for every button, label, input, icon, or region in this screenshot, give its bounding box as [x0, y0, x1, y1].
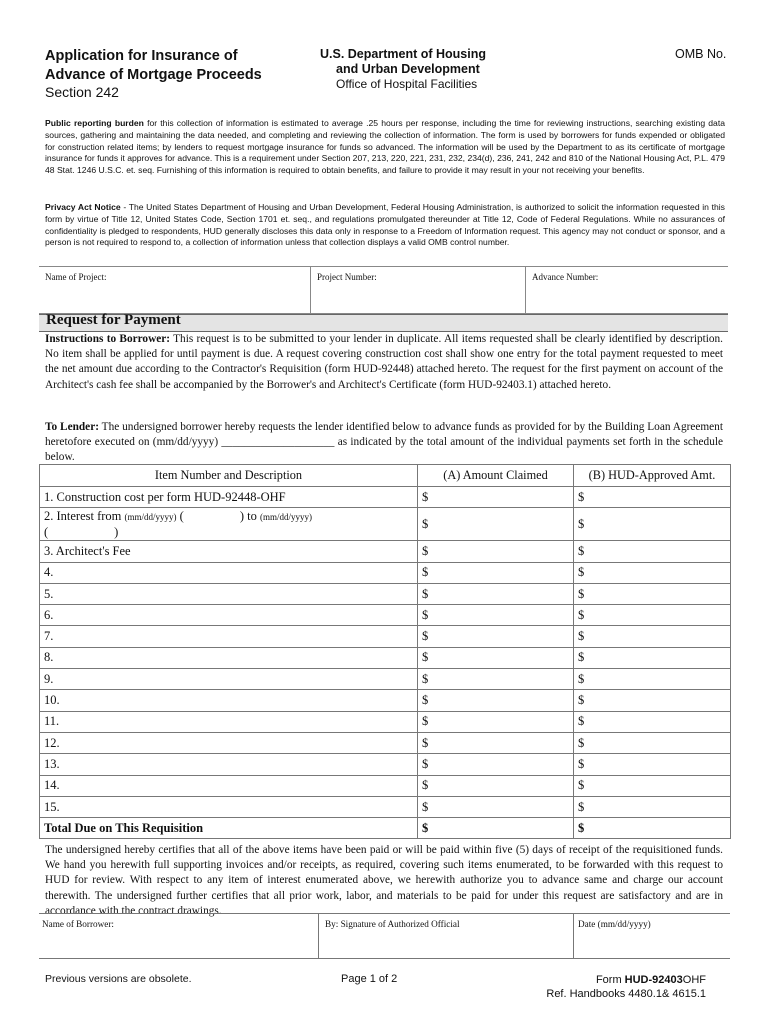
signature-row: [39, 913, 730, 959]
hud-approved-field[interactable]: $: [574, 626, 731, 647]
amount-claimed-field[interactable]: $: [418, 562, 574, 583]
item-description: 3. Architect's Fee: [40, 541, 418, 562]
table-row: [40, 647, 731, 668]
omb-number: OMB No.: [675, 47, 727, 61]
table-row: [40, 487, 731, 508]
hud-approved-field[interactable]: $: [574, 647, 731, 668]
section-label: Section 242: [45, 84, 119, 100]
amount-claimed-field[interactable]: $: [418, 754, 574, 775]
col-a-header: (A) Amount Claimed: [418, 465, 574, 487]
project-number-field[interactable]: Project Number:: [317, 272, 377, 282]
item-number[interactable]: 10.: [40, 690, 418, 711]
table-row: [40, 669, 731, 690]
table-row: [40, 711, 731, 732]
amount-claimed-field[interactable]: $: [418, 775, 574, 796]
table-header-row: [40, 465, 731, 487]
amount-claimed-field[interactable]: $: [418, 796, 574, 817]
total-claimed-field[interactable]: $: [418, 818, 574, 839]
burden-statement: Public reporting burden for this collection of information is estimated to average .25 hours per response, including the time for reviewing instructions, searching existing data sources, gathering and maintaining the data needed, and completing and reviewing the collection of information. The form is used by borrowers for funds expended or obligated for construction related items; by lenders to request mortgage insurance for funds so advanced. The information will be used by the Department to as its certificate of mortgage insurance for funds it approves for advance. This is a requirement under Section 207, 213, 220, 221, 231, 232, 234(d), 236, 241, 242 and 810 of the National Housing Act, P.L. 479 48 Stat. 1246 U.S.C. et. seq. Furnishing of this information is required to obtain benefits, and failure to provide it may result in your not receiving your benefits.: [45, 118, 725, 176]
office-name: Office of Hospital Facilities: [336, 77, 478, 91]
table-row: [40, 541, 731, 562]
hud-approved-field[interactable]: $: [574, 796, 731, 817]
payment-items-table: [39, 464, 731, 839]
item-number[interactable]: 4.: [40, 562, 418, 583]
amount-claimed-field[interactable]: $: [418, 647, 574, 668]
hud-approved-field[interactable]: $: [574, 669, 731, 690]
table-row: [40, 754, 731, 775]
hud-approved-field[interactable]: $: [574, 775, 731, 796]
hud-approved-field[interactable]: $: [574, 605, 731, 626]
project-info-row: [39, 266, 728, 314]
table-row: [40, 796, 731, 817]
form-title: Application for Insurance of Advance of Mortgage Proceeds: [45, 48, 262, 83]
table-row: [40, 583, 731, 604]
hud-approved-field[interactable]: $: [574, 732, 731, 753]
obsolete-notice: Previous versions are obsolete.: [45, 973, 192, 985]
amount-claimed-field[interactable]: $: [418, 508, 574, 541]
amount-claimed-field[interactable]: $: [418, 711, 574, 732]
item-description: 1. Construction cost per form HUD-92448-OHF: [40, 487, 418, 508]
project-name-field[interactable]: Name of Project:: [45, 272, 107, 282]
hud-approved-field[interactable]: $: [574, 754, 731, 775]
lender-request: To Lender: The undersigned borrower hereby requests the lender identified below to advance funds as provided for by the Building Loan Agreement heretofore executed on (mm/dd/yyyy) ____________________ as indicated by the total amount of the individual payments set forth in the schedule below.: [45, 421, 723, 464]
table-row: [40, 690, 731, 711]
borrower-instructions: Instructions to Borrower: This request is to be submitted to your lender in duplicate. All items requested shall be clearly identified by description. No item shall be applied for until payment is due. A request covering construction cost shall show one entry for the total payment requested to meet the net amount due according to the Contractor's Requisition (form HUD-92448) attached hereto. The request for the first payment on account of the Architect's cash fee shall be accompanied by the Borrower's and Architect's Certificate (form HUD-92403.1) attached hereto.: [45, 333, 724, 391]
privacy-notice: Privacy Act Notice - The United States Department of Housing and Urban Development, Federal Housing Administration, is authorized to solicit the information requested in this form by virtue of Title 12, United States Code, Section 1701 et. seq., and regulations promulgated thereunder at Title 12, Code of Federal Regulations. While no assurances of confidentiality is pledged to respondents, HUD generally discloses this data only in response to a Freedom of Information request. This agency may not conduct or sponsor, and a person is not required to respond to, a collection of information unless that collection displays a valid OMB control number.: [45, 202, 725, 248]
hud-approved-field[interactable]: $: [574, 711, 731, 732]
borrower-certification: The undersigned hereby certifies that all of the above items have been paid or will be paid within five (5) days of receipt of the requisitioned funds. We hand you herewith full supporting invoices and/or receipts, as required, covering such items enumerated, to be forwarded with this request to HUD for review. With respect to any item of interest enumerated above, we herewith authorize you to advance same and charge our account therewith. The undersigned further certifies that all prior work, labor, and materials to be paid for under this request are satisfactory and are in accordance with the contract drawings.: [45, 844, 723, 917]
item-number[interactable]: 8.: [40, 647, 418, 668]
agency-name: U.S. Department of Housing and Urban Development: [320, 47, 486, 76]
item-number[interactable]: 11.: [40, 711, 418, 732]
item-number[interactable]: 9.: [40, 669, 418, 690]
table-row: [40, 562, 731, 583]
table-row: [40, 775, 731, 796]
item-description: 2. Interest from (mm/dd/yyyy) ( ) to (mm/dd/yyyy) ( ): [40, 508, 418, 541]
table-row: [40, 626, 731, 647]
amount-claimed-field[interactable]: $: [418, 541, 574, 562]
hud-approved-field[interactable]: $: [574, 562, 731, 583]
total-approved-field[interactable]: $: [574, 818, 731, 839]
item-number[interactable]: 7.: [40, 626, 418, 647]
form-reference: Form HUD-92403OHF Ref. Handbooks 4480.1& 4615.1: [546, 974, 706, 1000]
page-number: Page 1 of 2: [341, 973, 398, 985]
total-row: [40, 818, 731, 839]
item-number[interactable]: 13.: [40, 754, 418, 775]
amount-claimed-field[interactable]: $: [418, 690, 574, 711]
item-number[interactable]: 5.: [40, 583, 418, 604]
hud-approved-field[interactable]: $: [574, 508, 731, 541]
signature-date-field[interactable]: Date (mm/dd/yyyy): [578, 919, 651, 929]
item-number[interactable]: 14.: [40, 775, 418, 796]
col-item-header: Item Number and Description: [40, 465, 418, 487]
request-for-payment-title: Request for Payment: [46, 312, 181, 328]
amount-claimed-field[interactable]: $: [418, 626, 574, 647]
amount-claimed-field[interactable]: $: [418, 605, 574, 626]
borrower-name-field[interactable]: Name of Borrower:: [42, 919, 114, 929]
item-number[interactable]: 15.: [40, 796, 418, 817]
amount-claimed-field[interactable]: $: [418, 487, 574, 508]
item-number[interactable]: 12.: [40, 732, 418, 753]
amount-claimed-field[interactable]: $: [418, 669, 574, 690]
col-b-header: (B) HUD-Approved Amt.: [574, 465, 731, 487]
table-row: [40, 605, 731, 626]
item-number[interactable]: 6.: [40, 605, 418, 626]
hud-approved-field[interactable]: $: [574, 583, 731, 604]
hud-approved-field[interactable]: $: [574, 541, 731, 562]
amount-claimed-field[interactable]: $: [418, 583, 574, 604]
hud-approved-field[interactable]: $: [574, 690, 731, 711]
table-row: [40, 508, 731, 541]
total-label: Total Due on This Requisition: [40, 818, 418, 839]
advance-number-field[interactable]: Advance Number:: [532, 272, 599, 282]
amount-claimed-field[interactable]: $: [418, 732, 574, 753]
authorized-signature-field[interactable]: By: Signature of Authorized Official: [325, 919, 460, 929]
table-row: [40, 732, 731, 753]
hud-approved-field[interactable]: $: [574, 487, 731, 508]
